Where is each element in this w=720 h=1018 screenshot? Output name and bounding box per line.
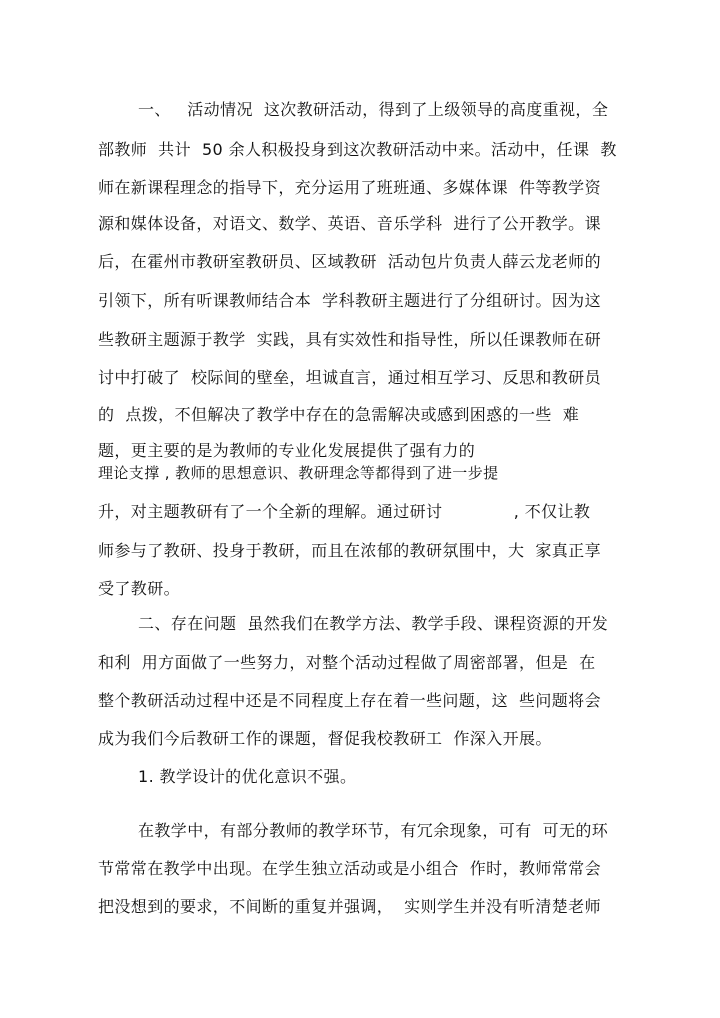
paragraph-line: 讨中打破了 校际间的壁垒，坦诚直言，通过相互学习、反思和教研员 xyxy=(98,368,601,387)
paragraph-line: 整个教研活动过程中还是不同程度上存在着一些问题，这 些问题将会 xyxy=(98,691,601,710)
paragraph-line: 成为我们今后教研工作的课题，督促我校教研工 作深入开展。 xyxy=(98,729,552,748)
paragraph-line: 理论支撑 , 教师的思想意识、教研理念等都得到了进一步提 xyxy=(98,464,499,482)
paragraph-line: 师参与了教研、投身于教研，而且在浓郁的教研氛围中，大 家真正享 xyxy=(98,541,601,560)
paragraph-line: 后，在霍州市教研室教研员、区域教研 活动包片负责人薛云龙老师的 xyxy=(98,252,601,271)
paragraph-line: 引领下，所有听课教师结合本 学科教研主题进行了分组研讨。因为这 xyxy=(98,291,601,310)
paragraph-line: 些教研主题源于教学 实践，具有实效性和指导性，所以任课教师在研 xyxy=(98,330,601,349)
paragraph-line: 在教学中，有部分教师的教学环节，有冗余现象，可有 可无的环 xyxy=(138,821,609,840)
paragraph-line: 的 点拨，不但解决了教学中存在的急需解决或感到困惑的一些 难 xyxy=(98,405,580,424)
paragraph-line: 一、 活动情况 这次教研活动，得到了上级领导的高度重视，全 xyxy=(138,100,609,119)
paragraph-line: 源和媒体设备，对语文、数学、英语、音乐学科 进行了公开教学。课 xyxy=(98,214,601,233)
paragraph-line: 受了教研。 xyxy=(98,579,181,598)
paragraph-line: 节常常在教学中出现。在学生独立活动或是小组合 作时，教师常常会 xyxy=(98,859,601,878)
list-item-heading: 1. 教学设计的优化意识不强。 xyxy=(138,767,357,786)
paragraph-line: 升，对主题教研有了一个全新的理解。通过研讨 , 不仅让教 xyxy=(98,502,591,521)
paragraph-line: 部教师 共计 50 余人积极投身到这次教研活动中来。活动中，任课 教 xyxy=(98,140,617,159)
section-heading-line: 二、存在问题 虽然我们在教学方法、教学手段、课程资源的开发 xyxy=(138,614,609,633)
paragraph-line: 题，更主要的是为教师的专业化发展提供了强有力的 xyxy=(98,441,476,460)
paragraph-line: 师在新课程理念的指导下，充分运用了班班通、多媒体课 件等教学资 xyxy=(98,178,601,197)
paragraph-line: 把没想到的要求，不间断的重复并强调， 实则学生并没有听清楚老师 xyxy=(98,897,601,916)
paragraph-line: 和利 用方面做了一些努力，对整个活动过程做了周密部署，但是 在 xyxy=(98,653,596,672)
